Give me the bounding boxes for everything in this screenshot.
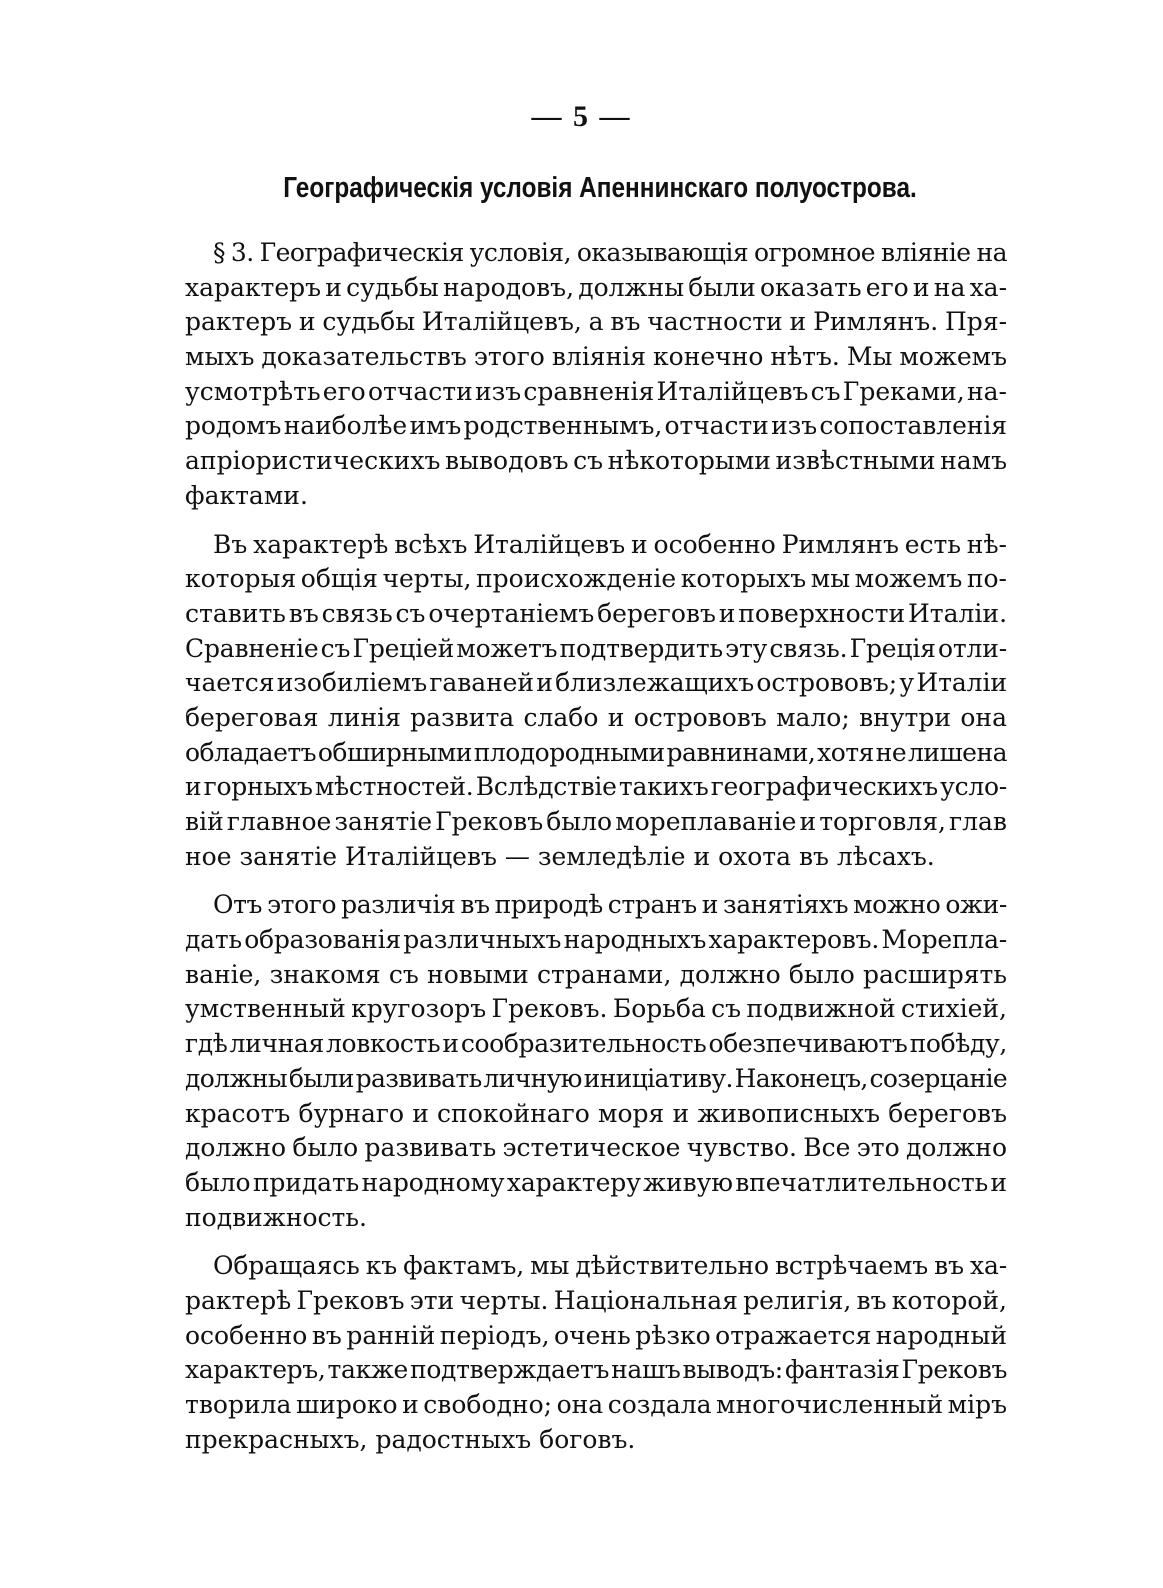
- text-line: гдѣ личная ловкость и сообразительность обезпечиваютъ побѣду,: [185, 1029, 1007, 1059]
- text-line: было придать народному характеру живую впечатлительность и: [185, 1167, 1007, 1197]
- text-line: умственный кругозоръ Грековъ. Борьба съ подвижной стихіей,: [185, 994, 1007, 1024]
- body-text: [185, 236, 1007, 1471]
- text-line: ставить въ связь съ очертаніемъ береговъ и поверхности Италіи.: [185, 598, 1008, 628]
- text-line: дать образованія различныхъ народныхъ характеровъ. Морепла-: [185, 925, 1007, 955]
- paragraph-4: [185, 1249, 1007, 1457]
- text-line: ное занятіе Италійцевъ — земледѣліе и охота въ лѣсахъ.: [185, 841, 935, 871]
- text-line: обладаетъ обширными плодородными равнинами, хотя не лишена: [185, 737, 1007, 767]
- text-line: береговая линія развита слабо и острововъ мало; внутри она: [185, 702, 1007, 732]
- text-line: должны были развивать личную иниціативу. Наконецъ, созерцаніе: [185, 1063, 1007, 1093]
- text-line: рактеръ и судьбы Италійцевъ, а въ частности и Римлянъ. Пря-: [185, 307, 1008, 337]
- text-line: прекрасныхъ, радостныхъ боговъ.: [185, 1424, 636, 1454]
- text-line: ваніе, знакомя съ новыми странами, должно было расширять: [185, 959, 1007, 989]
- text-line: которыя общія черты, происхожденіе которыхъ мы можемъ по-: [185, 564, 1007, 594]
- text-line: чается изобиліемъ гаваней и близлежащихъ острововъ; у Италіи: [185, 668, 1007, 698]
- paragraph-1: [185, 236, 1007, 514]
- text-line: красотъ бурнаго и спокойнаго моря и живописныхъ береговъ: [185, 1098, 1007, 1128]
- text-line: должно было развивать эстетическое чувство. Все это должно: [185, 1133, 1007, 1163]
- text-line: Отъ этого различія въ природѣ странъ и занятіяхъ можно ожи-: [213, 890, 1007, 920]
- paragraph-3: [185, 888, 1007, 1235]
- text-line: родомъ наиболѣе имъ родственнымъ, отчасти изъ сопоставленія: [185, 411, 1007, 441]
- page-number: — 5 —: [531, 100, 632, 133]
- text-line: Обращаясь къ фактамъ, мы дѣйствительно встрѣчаемъ въ ха-: [213, 1251, 1007, 1281]
- text-line: творила широко и свободно; она создала многочисленный міръ: [185, 1390, 1007, 1419]
- text-line: вій главное занятіе Грековъ было мореплаваніе и торговля, глав: [185, 807, 1007, 836]
- paragraph-2: [185, 528, 1007, 875]
- text-line: характеръ и судьбы народовъ, должны были оказать его и на ха-: [185, 272, 1008, 302]
- text-line: и горныхъ мѣстностей. Вслѣдствіе такихъ географическихъ усло-: [185, 772, 1007, 802]
- text-line: фактами.: [185, 480, 308, 510]
- text-line: особенно въ ранній періодъ, очень рѣзко отражается народный: [185, 1320, 1008, 1350]
- text-line: § 3. Географическія условія, оказывающія огромное вліяніе на: [213, 238, 1007, 267]
- text-line: рактерѣ Грековъ эти черты. Національная религія, въ которой,: [185, 1285, 1007, 1315]
- section-heading: Географическія условія Апеннинскаго полуострова.: [283, 172, 917, 204]
- text-line: апріористическихъ выводовъ съ нѣкоторыми извѣстными намъ: [185, 446, 1007, 476]
- text-line: усмотрѣть его отчасти изъ сравненія Италійцевъ съ Греками, на-: [185, 376, 1007, 406]
- text-line: мыхъ доказательствъ этого вліянія конечно нѣтъ. Мы можемъ: [185, 342, 1007, 372]
- text-line: подвижность.: [185, 1202, 367, 1232]
- text-line: Сравненіе съ Греціей можетъ подтвердить эту связь. Греція отли-: [185, 633, 1007, 663]
- text-line: характеръ, также подтверждаетъ нашъ выводъ: фантазія Грековъ: [185, 1355, 1007, 1385]
- text-line: Въ характерѣ всѣхъ Италійцевъ и особенно Римлянъ есть нѣ-: [213, 529, 1007, 559]
